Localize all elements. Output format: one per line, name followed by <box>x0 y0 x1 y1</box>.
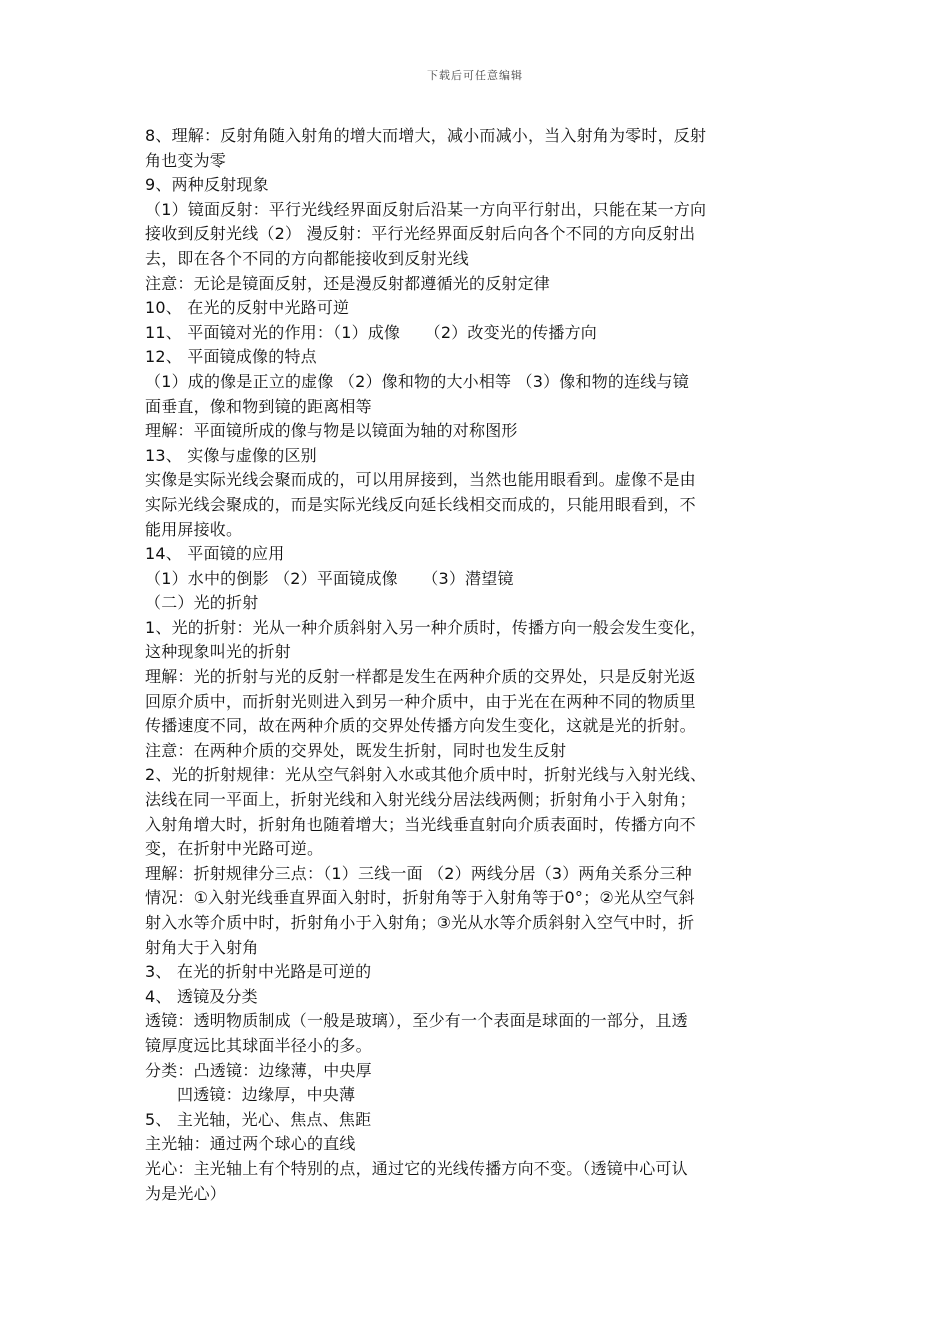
text-line: 理解：光的折射与光的反射一样都是发生在两种介质的交界处，只是反射光返 <box>145 667 696 687</box>
text-line: 凹透镜：边缘厚，中央薄 <box>177 1085 356 1105</box>
text-line: 理解：平面镜所成的像与物是以镜面为轴的对称图形 <box>145 421 518 441</box>
text-line: 传播速度不同，故在两种介质的交界处传播方向发生变化，这就是光的折射。 <box>145 716 696 736</box>
text-line: （1）成的像是正立的虚像 （2）像和物的大小相等 （3）像和物的连线与镜 <box>145 371 689 391</box>
text-line: 这种现象叫光的折射 <box>145 642 291 662</box>
text-line: （1）水中的倒影 （2）平面镜成像 （3）潜望镜 <box>145 568 514 588</box>
text-line: 注意：无论是镜面反射，还是漫反射都遵循光的反射定律 <box>145 273 551 293</box>
text-line: 10、 在光的反射中光路可逆 <box>145 298 350 318</box>
text-line: 射入水等介质中时，折射角小于入射角；③光从水等介质斜射入空气中时，折 <box>145 913 695 932</box>
text-line: 光心：主光轴上有个特别的点，通过它的光线传播方向不变。（透镜中心可认 <box>145 1158 688 1178</box>
text-line: 3、 在光的折射中光路是可逆的 <box>145 962 372 982</box>
text-line: 为是光心） <box>145 1183 227 1203</box>
text-line: 实际光线会聚成的，而是实际光线反向延长线相交而成的，只能用眼看到，不 <box>145 494 696 514</box>
text-line: 11、 平面镜对光的作用：（1）成像 （2）改变光的传播方向 <box>145 322 598 342</box>
text-line: 角也变为零 <box>145 150 227 170</box>
text-line: 回原介质中，而折射光则进入到另一种介质中，由于光在在两种不同的物质里 <box>145 691 696 711</box>
text-line: 主光轴：通过两个球心的直线 <box>145 1134 356 1154</box>
text-line: 9、两种反射现象 <box>145 175 269 195</box>
text-line: 镜厚度远比其球面半径小的多。 <box>145 1035 372 1055</box>
text-line: 分类：凸透镜：边缘薄，中央厚 <box>145 1060 372 1080</box>
text-line: 射角大于入射角 <box>145 937 259 957</box>
text-line: 12、 平面镜成像的特点 <box>145 347 317 367</box>
text-line: 14、 平面镜的应用 <box>145 544 285 564</box>
text-line: 法线在同一平面上，折射光线和入射光线分居法线两侧；折射角小于入射角； <box>145 790 696 810</box>
text-line: 变，在折射中光路可逆。 <box>145 839 324 859</box>
text-line: 1、光的折射：光从一种介质斜射入另一种介质时，传播方向一般会发生变化， <box>145 617 707 637</box>
text-line: 实像是实际光线会聚而成的，可以用屏接到，当然也能用眼看到。虚像不是由 <box>145 470 696 490</box>
text-line: 去，即在各个不同的方向都能接收到反射光线 <box>145 248 470 268</box>
text-line: 8、理解：反射角随入射角的增大而增大，减小而减小，当入射角为零时，反射 <box>145 126 707 145</box>
page-header: 下载后可任意编辑 <box>427 69 523 82</box>
text-line: 透镜：透明物质制成（一般是玻璃），至少有一个表面是球面的一部分，且透 <box>145 1011 688 1031</box>
text-line: 4、 透镜及分类 <box>145 986 258 1006</box>
text-line: 情况：①入射光线垂直界面入射时，折射角等于入射角等于0°；②光从空气斜 <box>145 888 695 908</box>
text-line: （二）光的折射 <box>145 593 259 613</box>
text-line: 5、 主光轴，光心、焦点、焦距 <box>145 1109 372 1129</box>
text-line: 理解：折射规律分三点：（1）三线一面 （2）两线分居（3）两角关系分三种 <box>145 863 692 883</box>
text-line: 13、 实像与虚像的区别 <box>145 445 317 465</box>
text-line: （1）镜面反射：平行光线经界面反射后沿某一方向平行射出，只能在某一方向 <box>145 199 707 219</box>
text-line: 能用屏接收。 <box>145 519 243 539</box>
document-body <box>145 124 810 1206</box>
text-line: 面垂直，像和物到镜的距离相等 <box>145 396 372 416</box>
text-line: 接收到反射光线（2） 漫反射：平行光经界面反射后向各个不同的方向反射出 <box>145 224 696 244</box>
text-line: 注意：在两种介质的交界处，既发生折射，同时也发生反射 <box>145 740 567 760</box>
text-line: 入射角增大时，折射角也随着增大；当光线垂直射向介质表面时，传播方向不 <box>145 814 696 834</box>
text-line: 2、光的折射规律：光从空气斜射入水或其他介质中时，折射光线与入射光线、 <box>145 765 707 785</box>
